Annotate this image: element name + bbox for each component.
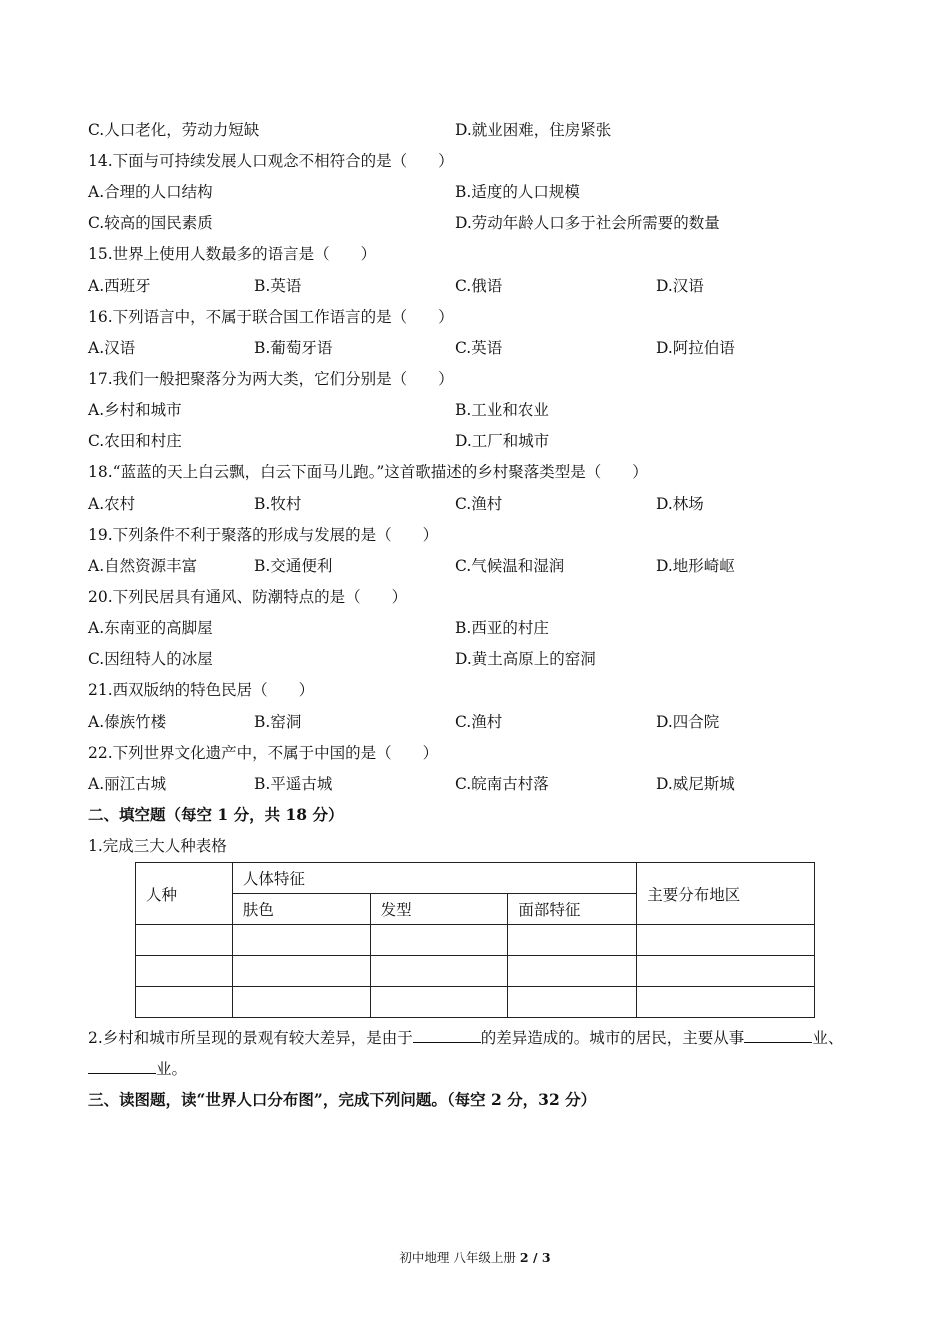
section2-title: 二、填空题（每空 1 分，共 18 分）: [88, 805, 344, 824]
q20-stem: 20.下列民居具有通风、防潮特点的是（ ）: [88, 588, 408, 606]
q15-option-c: C.俄语: [455, 277, 503, 295]
q20-options-row1: [88, 618, 888, 638]
table-cell[interactable]: [136, 925, 233, 956]
q18-option-a: A.农村: [88, 495, 136, 513]
q18-option-d: D.林场: [656, 495, 704, 513]
q20-options-row2: [88, 649, 888, 669]
table-cell[interactable]: [370, 956, 508, 987]
q15-options: [88, 276, 888, 296]
q18-options: [88, 494, 888, 514]
q16-option-a: A.汉语: [88, 339, 136, 357]
q17-option-b: B.工业和农业: [455, 401, 549, 419]
table-cell[interactable]: [232, 987, 370, 1018]
region-header: 主要分布地区: [637, 863, 815, 925]
section2-q1: 1.完成三大人种表格: [88, 837, 227, 855]
q16-option-c: C.英语: [455, 339, 503, 357]
q14-stem: 14.下面与可持续发展人口观念不相符合的是（ ）: [88, 152, 454, 170]
table-cell[interactable]: [637, 925, 815, 956]
q20-option-d: D.黄土高原上的窑洞: [455, 650, 596, 668]
q17-options-row2: [88, 431, 888, 451]
q2-text-part4: 业。: [156, 1060, 188, 1078]
q22-options: [88, 774, 888, 794]
q2-blank-1[interactable]: [413, 1028, 481, 1043]
table-cell[interactable]: [136, 956, 233, 987]
q15-stem: 15.世界上使用人数最多的语言是（ ）: [88, 245, 377, 263]
footer-text: 初中地理 八年级上册: [399, 1250, 516, 1265]
q16-option-d: D.阿拉伯语: [656, 339, 735, 357]
q14-option-c: C.较高的国民素质: [88, 214, 213, 232]
q16-options: [88, 338, 888, 358]
table-cell[interactable]: [637, 956, 815, 987]
q19-option-d: D.地形崎岖: [656, 557, 735, 575]
q19-option-b: B.交通便利: [254, 557, 333, 575]
q2-text-part2: 的差异造成的。城市的居民，主要从事: [480, 1029, 745, 1047]
q19-option-c: C.气候温和湿润: [455, 557, 565, 575]
q13-option-c: C.人口老化，劳动力短缺: [88, 121, 260, 139]
q21-option-a: A.傣族竹楼: [88, 713, 167, 731]
q17-stem: 17.我们一般把聚落分为两大类，它们分别是（ ）: [88, 370, 454, 388]
page-number: 2 / 3: [519, 1250, 551, 1265]
q15-option-a: A.西班牙: [88, 277, 151, 295]
table-row: [136, 987, 815, 1018]
q17-options-row1: [88, 400, 888, 420]
q16-option-b: B.葡萄牙语: [254, 339, 333, 357]
q14-option-d: D.劳动年龄人口多于社会所需要的数量: [455, 214, 720, 232]
q21-options: [88, 712, 888, 732]
q22-option-b: B.平遥古城: [254, 775, 333, 793]
features-header: 人体特征: [232, 863, 636, 894]
table-cell[interactable]: [508, 956, 637, 987]
q14-option-a: A.合理的人口结构: [88, 183, 213, 201]
q22-option-d: D.威尼斯城: [656, 775, 735, 793]
q20-option-c: C.因纽特人的冰屋: [88, 650, 213, 668]
q13-option-d: D.就业困难，住房紧张: [455, 121, 612, 139]
q14-option-b: B.适度的人口规模: [455, 183, 580, 201]
section2-q2-line2: [88, 1059, 187, 1079]
table-cell[interactable]: [232, 956, 370, 987]
hair-header: 发型: [370, 894, 508, 925]
table-row: [136, 956, 815, 987]
q15-option-d: D.汉语: [656, 277, 704, 295]
q2-blank-2[interactable]: [744, 1028, 812, 1043]
skin-header: 肤色: [232, 894, 370, 925]
q18-option-c: C.渔村: [455, 495, 503, 513]
q2-text-part3: 业、: [812, 1029, 844, 1047]
table-cell[interactable]: [370, 925, 508, 956]
table-cell[interactable]: [136, 987, 233, 1018]
q2-blank-3[interactable]: [88, 1059, 156, 1074]
table-cell[interactable]: [508, 987, 637, 1018]
q13-options: [88, 120, 888, 140]
q18-option-b: B.牧村: [254, 495, 302, 513]
q16-stem: 16.下列语言中，不属于联合国工作语言的是（ ）: [88, 308, 454, 326]
q17-option-d: D.工厂和城市: [455, 432, 550, 450]
q17-option-c: C.农田和村庄: [88, 432, 182, 450]
q15-option-b: B.英语: [254, 277, 302, 295]
section3-title: 三、读图题，读“世界人口分布图”，完成下列问题。（每空 2 分，32 分）: [88, 1090, 597, 1109]
face-header: 面部特征: [508, 894, 637, 925]
q17-option-a: A.乡村和城市: [88, 401, 182, 419]
q18-stem: 18.“蓝蓝的天上白云飘，白云下面马儿跑。”这首歌描述的乡村聚落类型是（ ）: [88, 463, 648, 481]
page-footer: [0, 1248, 950, 1266]
table-cell[interactable]: [370, 987, 508, 1018]
q19-option-a: A.自然资源丰富: [88, 557, 198, 575]
q22-option-a: A.丽江古城: [88, 775, 167, 793]
race-header: 人种: [136, 863, 233, 925]
q22-stem: 22.下列世界文化遗产中，不属于中国的是（ ）: [88, 744, 439, 762]
q14-options-row2: [88, 213, 888, 233]
table-cell[interactable]: [637, 987, 815, 1018]
q21-option-c: C.渔村: [455, 713, 503, 731]
section2-q2-line1: [88, 1028, 843, 1048]
table-cell[interactable]: [508, 925, 637, 956]
q20-option-b: B.西亚的村庄: [455, 619, 549, 637]
table-cell[interactable]: [232, 925, 370, 956]
q21-option-d: D.四合院: [656, 713, 720, 731]
q20-option-a: A.东南亚的高脚屋: [88, 619, 213, 637]
race-table: [135, 862, 815, 1018]
q19-stem: 19.下列条件不利于聚落的形成与发展的是（ ）: [88, 526, 439, 544]
q2-text-part1: 2.乡村和城市所呈现的景观有较大差异，是由于: [88, 1029, 413, 1047]
q21-option-b: B.窑洞: [254, 713, 302, 731]
q14-options-row1: [88, 182, 888, 202]
race-table-header-row1: [136, 863, 815, 894]
q22-option-c: C.皖南古村落: [455, 775, 549, 793]
table-row: [136, 925, 815, 956]
q21-stem: 21.西双版纳的特色民居（ ）: [88, 681, 315, 699]
q19-options: [88, 556, 888, 576]
